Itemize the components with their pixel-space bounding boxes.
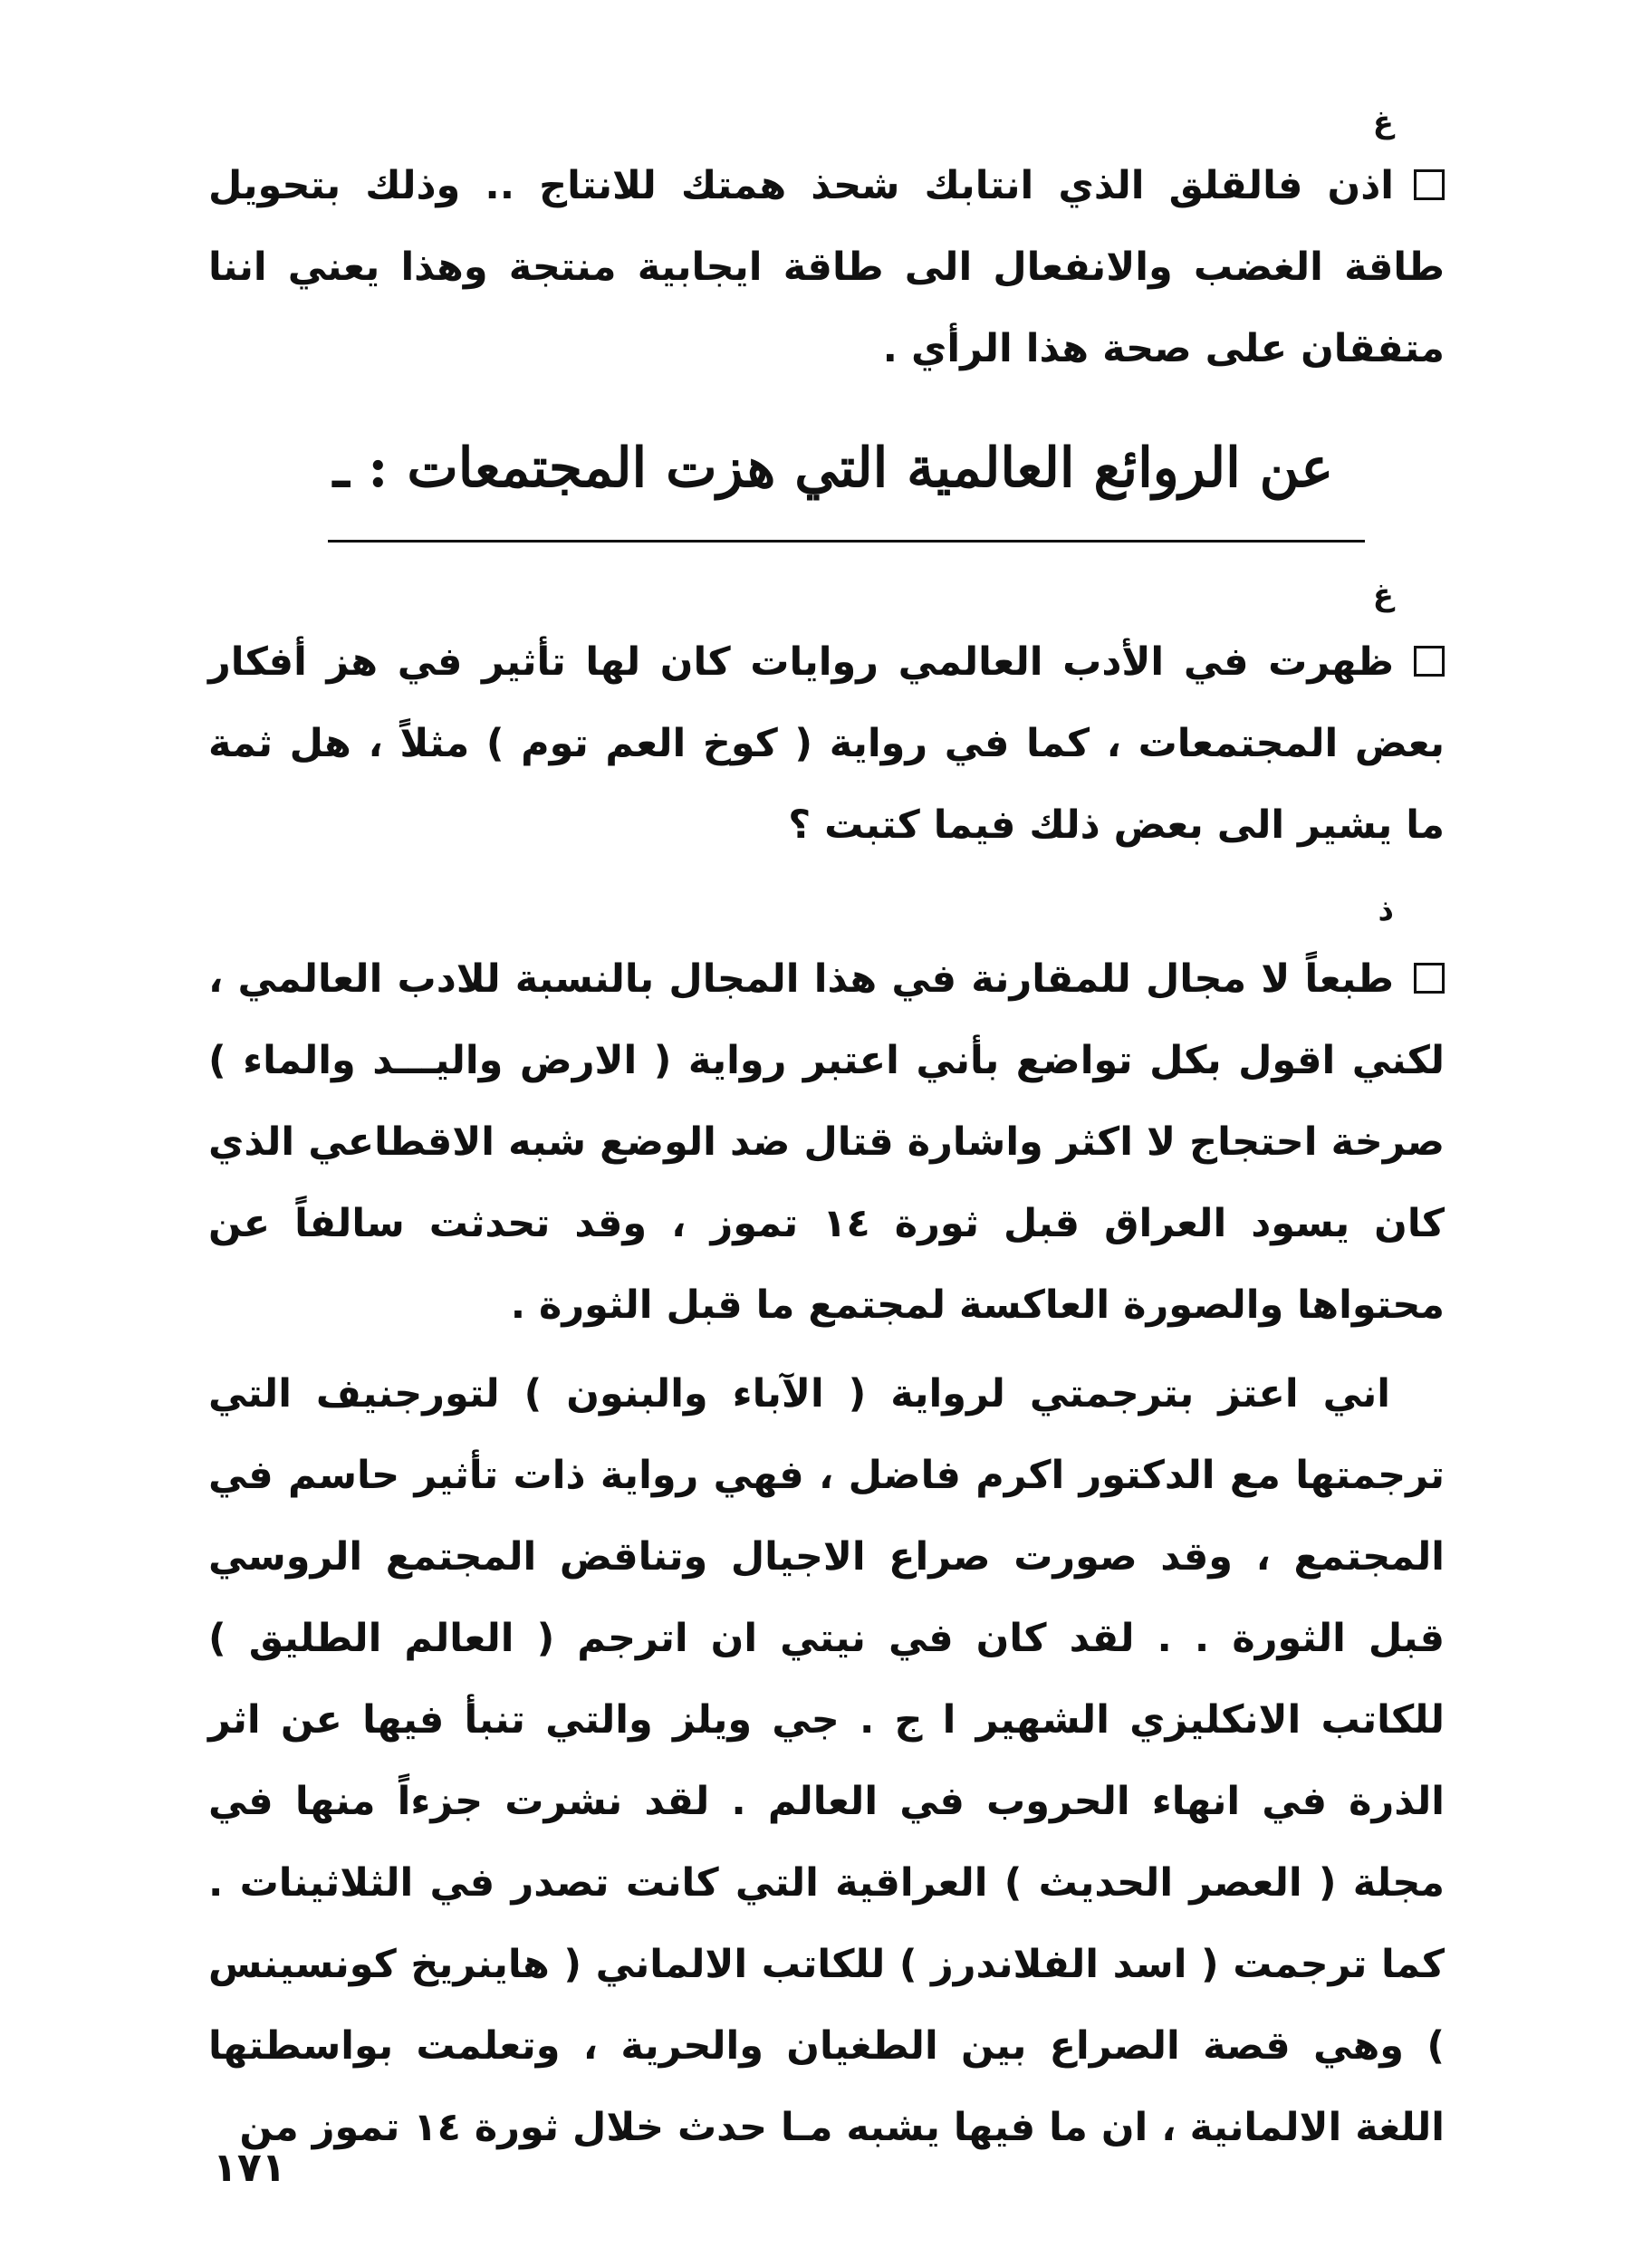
speaker-marker: غ <box>1372 104 1394 140</box>
paragraph-text: ظهرت في الأدب العالمي روايات كان لها تأثير في هز أفكار بعض المجتمعات ، كما في رواية ( كوخ العم توم ) مثلاً ، هل ثمة ما يشير الى بعض ذلك فيما كتبت ؟ <box>208 639 1445 848</box>
checkbox-square-icon <box>1414 169 1445 200</box>
paragraph-text: اذن فالقلق الذي انتابك شحذ همتك للانتاج .. وذلك بتحويل طاقة الغضب والانفعال الى طاقة ايجابية منتجة وهذا يعني اننا متفقان على صحة هذا الرأي . <box>208 163 1445 371</box>
paragraph-text: طبعاً لا مجال للمقارنة في هذا المجال بالنسبة للادب العالمي ، لكني اقول بكل تواضع بأني اعتبر رواية ( الارض واليـــد والماء ) صرخة احتجاج لا اكثر واشارة قتال ضد الوضع شبه الاقطاعي الذي كان يسود العراق قبل ثورة ١٤ تموز ، وقد تحدثت سالفاً عن محتواها والصورة العاكسة لمجتمع ما قبل الثورة . <box>208 956 1445 1328</box>
heading-underline <box>328 540 1365 543</box>
speaker-marker: ذ <box>1378 892 1394 928</box>
checkbox-square-icon <box>1414 646 1445 677</box>
answer-paragraph <box>208 938 1445 1346</box>
question-paragraph <box>208 621 1445 866</box>
answer-paragraph <box>208 145 1445 389</box>
speaker-marker: غ <box>1372 577 1394 613</box>
section-heading: عن الروائع العالمية التي هزت المجتمعات : ـ <box>332 437 1334 500</box>
checkbox-square-icon <box>1414 963 1445 994</box>
page-number: ١٧١ <box>213 2145 286 2191</box>
body-paragraph <box>208 1353 1445 2168</box>
paragraph-text: اني اعتز بترجمتي لرواية ( الآباء والبنون ) لتورجنيف التي ترجمتها مع الدكتور اكرم فاضل ، فهي رواية ذات تأثير حاسم في المجتمع ، وقد صورت صراع الاجيال وتناقض المجتمع الروسي قبل الثورة . . لقد كان في نيتي ان اترجم ( العالم الطليق ) للكاتب الانكليزي الشهير ا ج . جي ويلز والتي تنبأ فيها عن اثر الذرة في انهاء الحروب في العالم . لقد نشرت جزءاً منها في مجلة ( العصر الحديث ) العراقية التي كانت تصدر في الثلاثينات . كما ترجمت ( اسد الفلاندرز ) للكاتب الالماني ( هاينريخ كونسينس ) وهي قصة الصراع بين الطغيان والحرية ، وتعلمت بواسطتها اللغة الالمانية ، ان ما فيها يشبه مـا حدث خلال ثورة ١٤ تموز من <box>208 1371 1445 2150</box>
